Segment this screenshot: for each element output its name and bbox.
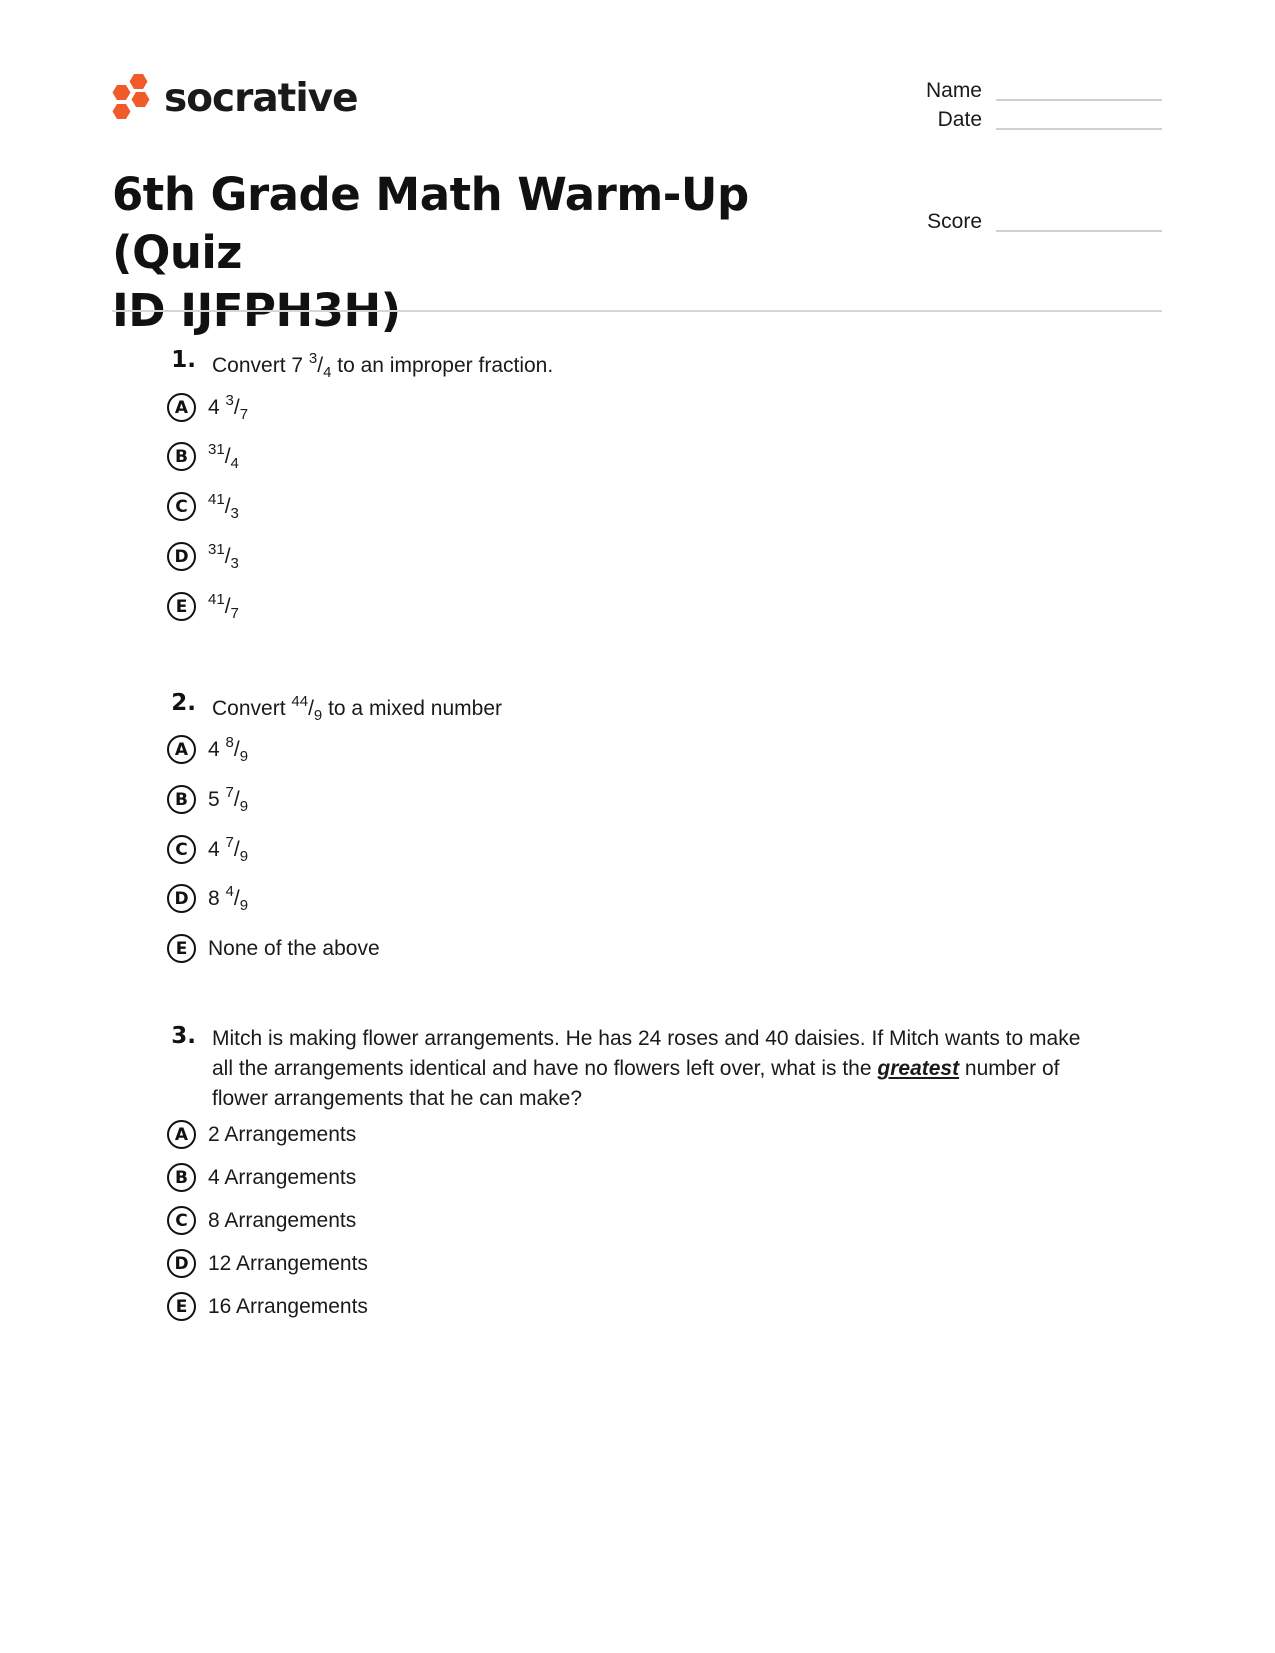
option-bubble[interactable]: D: [167, 542, 196, 571]
date-field[interactable]: [996, 128, 1162, 130]
option-bubble[interactable]: B: [167, 1163, 196, 1192]
option-text: $^{41}/_3$: [208, 490, 239, 522]
q2-option-b[interactable]: [167, 785, 248, 814]
option-text: $^{31}/_3$: [208, 540, 239, 572]
page-title: [112, 166, 872, 340]
option-text: 4 $^7/_9$: [208, 833, 249, 865]
q2-option-e[interactable]: [167, 934, 380, 963]
q1-option-b[interactable]: [167, 442, 239, 471]
q3-option-c[interactable]: [167, 1206, 356, 1235]
q2-option-d[interactable]: [167, 884, 248, 913]
option-text: 4 Arrangements: [208, 1165, 357, 1189]
question-1-number: 1.: [171, 347, 196, 373]
option-text: 4 $^3/_7$: [208, 391, 249, 423]
option-bubble[interactable]: C: [167, 492, 196, 521]
name-label: Name: [925, 79, 982, 102]
score-label: Score: [927, 210, 982, 233]
option-text: 8 Arrangements: [208, 1208, 357, 1232]
option-text: 4 $^8/_9$: [208, 733, 249, 765]
option-text: 5 $^7/_9$: [208, 783, 249, 815]
q2-option-c[interactable]: [167, 835, 248, 864]
q1-option-a[interactable]: [167, 393, 248, 422]
option-bubble[interactable]: E: [167, 1292, 196, 1321]
option-bubble[interactable]: E: [167, 592, 196, 621]
option-text: 2 Arrangements: [208, 1122, 357, 1146]
option-bubble[interactable]: B: [167, 442, 196, 471]
option-bubble[interactable]: D: [167, 1249, 196, 1278]
option-bubble[interactable]: D: [167, 884, 196, 913]
q1-option-d[interactable]: [167, 542, 239, 571]
question-3-text: Mitch is making flower arrangements. He has 24 roses and 40 daisies. If Mitch wants to make all the arrangements identical and have no flowers left over, what is the greatest number of flower arrangements that he can make?: [212, 1027, 1081, 1110]
header-divider: [112, 310, 1162, 312]
option-bubble[interactable]: A: [167, 735, 196, 764]
name-field[interactable]: [996, 99, 1162, 101]
title-line-1: 6th Grade Math Warm-Up (Quiz: [112, 168, 749, 279]
option-bubble[interactable]: C: [167, 1206, 196, 1235]
question-2-text: Convert $^{44}/_9$ to a mixed number: [212, 693, 503, 724]
emphasis-greatest: greatest: [877, 1057, 960, 1080]
question-3-number: 3.: [171, 1023, 196, 1049]
option-text: 8 $^4/_9$: [208, 882, 249, 914]
q3-option-a[interactable]: [167, 1120, 356, 1149]
socrative-logo: [112, 72, 358, 124]
option-bubble[interactable]: C: [167, 835, 196, 864]
score-field[interactable]: [996, 230, 1162, 232]
option-bubble[interactable]: E: [167, 934, 196, 963]
q1-option-c[interactable]: [167, 492, 239, 521]
option-text: $^{31}/_4$: [208, 440, 239, 472]
option-bubble[interactable]: A: [167, 393, 196, 422]
question-2-number: 2.: [171, 690, 196, 716]
option-text: 16 Arrangements: [208, 1294, 368, 1318]
option-bubble[interactable]: A: [167, 1120, 196, 1149]
q2-option-a[interactable]: [167, 735, 248, 764]
title-line-2: ID IJFPH3H): [112, 284, 401, 337]
q3-option-b[interactable]: [167, 1163, 356, 1192]
option-bubble[interactable]: B: [167, 785, 196, 814]
q1-option-e[interactable]: [167, 592, 239, 621]
q3-option-d[interactable]: [167, 1249, 368, 1278]
question-1-text: Convert 7 $^3/_4$ to an improper fraction.: [212, 350, 554, 381]
option-text: None of the above: [208, 936, 380, 960]
date-label: Date: [937, 108, 982, 131]
hexagon-logo-icon: [112, 72, 158, 124]
option-text: $^{41}/_7$: [208, 590, 239, 622]
option-text: 12 Arrangements: [208, 1251, 368, 1275]
q3-option-e[interactable]: [167, 1292, 368, 1321]
brand-name: socrative: [164, 75, 358, 121]
